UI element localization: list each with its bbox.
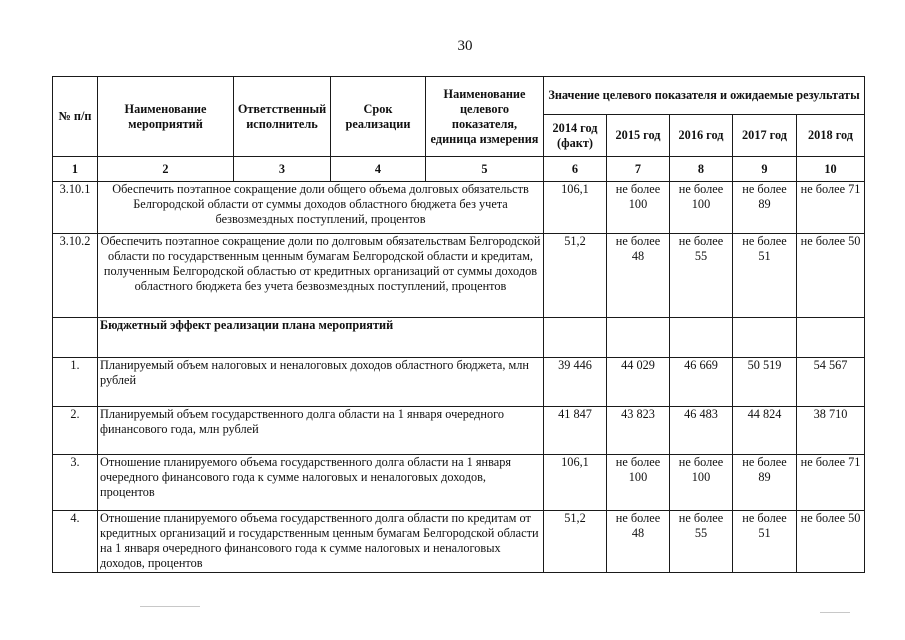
row-value: 46 483 [670,407,733,455]
row-value: не более 89 [733,182,797,234]
row-value: 51,2 [544,234,607,318]
section-title: Бюджетный эффект реализации плана мероприятий [98,318,544,358]
row-value: не более 55 [670,234,733,318]
row-value: не более 100 [607,455,670,511]
row-text: Обеспечить поэтапное сокращение доли по долговым обязательствам Белгородской области по государственным ценным бумагам Белгородской области и кредитам, полученным Белгородской областью от кредитных организаций от суммы доходов областного бюджета без учета безвозмездных поступлений, процентов [98,234,544,318]
row-value: не более 51 [733,234,797,318]
scan-edge-mark [820,612,850,613]
row-value: 44 824 [733,407,797,455]
header-measures: Наименование мероприятий [98,77,234,157]
column-number: 9 [733,157,797,182]
row-value: не более 100 [670,455,733,511]
column-number: 2 [98,157,234,182]
row-value: 43 823 [607,407,670,455]
row-value: не более 50 [797,234,865,318]
row-value: 39 446 [544,358,607,407]
row-value: 50 519 [733,358,797,407]
row-value: не более 50 [797,511,865,573]
table-row [53,358,865,407]
header-year: 2015 год [607,115,670,157]
row-number: 2. [53,407,98,455]
row-value: не более 100 [607,182,670,234]
header-year: 2018 год [797,115,865,157]
header-deadline: Срок реализации [331,77,426,157]
column-number: 6 [544,157,607,182]
empty-cell [544,318,607,358]
column-number: 4 [331,157,426,182]
row-number: 4. [53,511,98,573]
row-value: не более 51 [733,511,797,573]
empty-cell [53,318,98,358]
row-value: не более 48 [607,234,670,318]
table-row [53,234,865,318]
row-value: 44 029 [607,358,670,407]
row-value: 46 669 [670,358,733,407]
row-number: 1. [53,358,98,407]
column-number: 1 [53,157,98,182]
header-responsible: Ответственный исполнитель [234,77,331,157]
row-text: Отношение планируемого объема государственного долга области на 1 января очередного финансового года к сумме налоговых и неналоговых доходов, процентов [98,455,544,511]
row-value: не более 55 [670,511,733,573]
table-row [53,407,865,455]
row-value: 38 710 [797,407,865,455]
row-value: не более 89 [733,455,797,511]
row-value: не более 71 [797,455,865,511]
table-row [53,182,865,234]
row-number: 3.10.1 [53,182,98,234]
header-num: № п/п [53,77,98,157]
column-number: 3 [234,157,331,182]
header-values-group: Значение целевого показателя и ожидаемые результаты [544,77,865,115]
row-value: не более 48 [607,511,670,573]
row-value: 51,2 [544,511,607,573]
empty-cell [670,318,733,358]
row-text: Планируемый объем государственного долга области на 1 января очередного финансового года, млн рублей [98,407,544,455]
column-number: 10 [797,157,865,182]
measures-table [52,76,865,573]
row-value: 41 847 [544,407,607,455]
row-value: не более 71 [797,182,865,234]
row-value: 106,1 [544,455,607,511]
table-row [53,455,865,511]
row-value: 106,1 [544,182,607,234]
section-row [53,318,865,358]
row-text: Отношение планируемого объема государственного долга области по кредитам от кредитных организаций и государственным ценным бумагам Белгородской области на 1 января очередного финансового года к сумме налоговых и неналоговых доходов, процентов [98,511,544,573]
row-value: не более 100 [670,182,733,234]
column-number-row [53,157,865,182]
row-value: 54 567 [797,358,865,407]
column-number: 7 [607,157,670,182]
row-number: 3. [53,455,98,511]
row-text: Планируемый объем налоговых и неналоговых доходов областного бюджета, млн рублей [98,358,544,407]
header-year: 2014 год (факт) [544,115,607,157]
header-year: 2016 год [670,115,733,157]
empty-cell [733,318,797,358]
column-number: 8 [670,157,733,182]
row-text: Обеспечить поэтапное сокращение доли общего объема долговых обязательств Белгородской области от суммы доходов областного бюджета без учета безвозмездных поступлений, процентов [98,182,544,234]
scan-edge-mark [140,606,200,607]
header-row-top [53,77,865,115]
header-indicator: Наименование целевого показателя, единица измерения [426,77,544,157]
row-number: 3.10.2 [53,234,98,318]
page-number: 30 [457,38,473,54]
empty-cell [797,318,865,358]
empty-cell [607,318,670,358]
header-year: 2017 год [733,115,797,157]
column-number: 5 [426,157,544,182]
table-row [53,511,865,573]
